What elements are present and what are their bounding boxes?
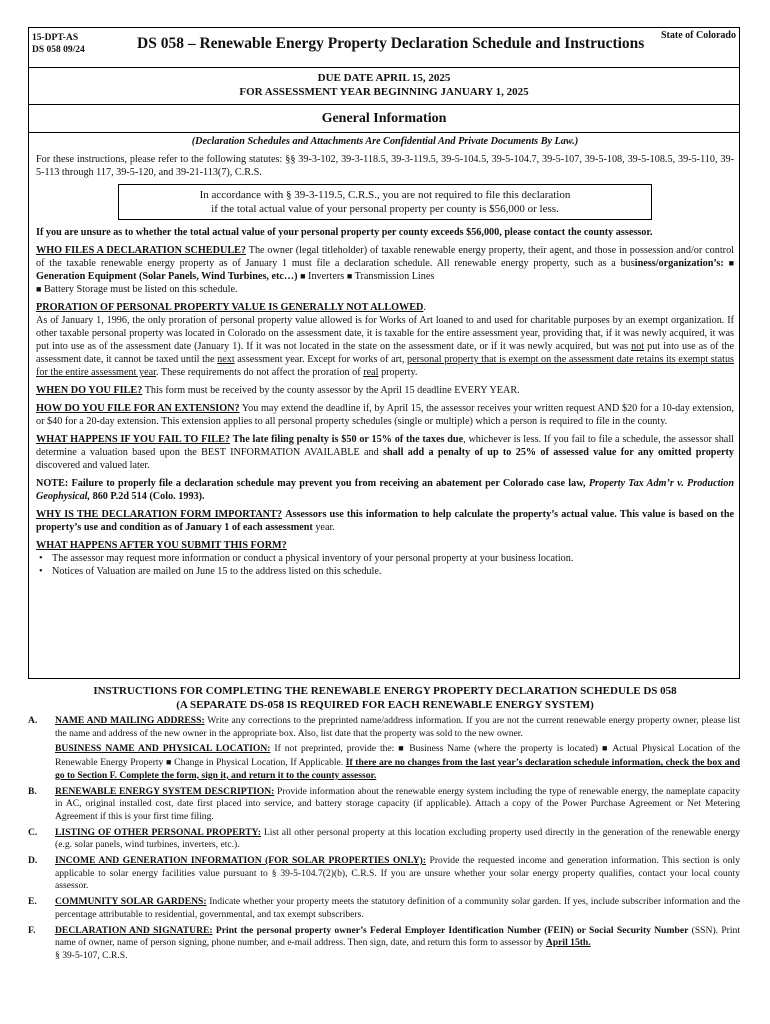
instruction-b-text [55, 786, 740, 824]
proration-text-4: . These requirements do not affect the proration of [155, 367, 361, 378]
proration-paragraph: PRORATION OF PERSONAL PROPERTY VALUE IS GENERALLY NOT ALLOWED. As of January 1, 1996, the only proration of personal property value allowed is for Works of Art loaned to and used for charitable purposes by an exempt organization. If other taxable personal property was located in Colorado on the assessment date, it is taxable for the entire assessment year, providing that, if it was newly acquired, it was put into use as of the assessment date (January 1). If it was not located in the state on the assessment date, or if it was newly acquired, but was not put into use as of the assessment date, it cannot be taxed until the next assessment year. Except for works of art, personal property that is exempt on the assessment date retains its exempt status for the entire assessment year. These requirements do not affect the proration of real property. [36, 302, 735, 378]
black-square-icon: ■ [36, 284, 42, 294]
instruction-a2-no-changes: If there are no changes from the last year’s declaration schedule information, check the box and go to Section F. Complete the form, sign it, and return it to the county assessor. [55, 757, 741, 781]
when-paragraph [36, 384, 734, 397]
who-files-paragraph [36, 244, 734, 296]
due-date-block [29, 71, 739, 99]
instruction-letter: F. [28, 924, 36, 936]
form-identifier [32, 32, 85, 56]
instruction-b [28, 786, 740, 824]
who-files-text: The owner (legal titleholder) of taxable renewable energy property, their agent, and those in possession and/or control of the taxable renewable energy property as of January 1 must file a declaration schedule. All renewable energy property, such as a bus [36, 245, 734, 269]
list-item: • The assessor may request more information or conduct a physical inventory of your personal property at your business location. [52, 552, 734, 565]
instruction-b-heading: RENEWABLE ENERGY SYSTEM DESCRIPTION: [55, 785, 275, 797]
after-submit-heading: WHAT HAPPENS AFTER YOU SUBMIT THIS FORM? [36, 540, 287, 551]
instruction-letter: D. [28, 855, 38, 867]
proration-exempt: personal property that is exempt on the assessment date retains its exempt status for the entire assessment year [36, 354, 735, 378]
proration-heading: PRORATION OF PERSONAL PROPERTY VALUE IS GENERALLY NOT ALLOWED [36, 302, 424, 313]
who-files-heading: WHO FILES A DECLARATION SCHEDULE? [36, 245, 247, 256]
instruction-a2-item-3: Change in Physical Location, If Applicable. [174, 757, 344, 769]
who-files-bold: iness/organization’s: [634, 258, 724, 269]
proration-text-1: As of January 1, 1996, the only proration of personal property value allowed is for Works of Art loaned to and used for charitable purposes by an exempt organization. If other taxable personal property was located in Colorado on the assessment date, it is taxable for the entire assessment year, providing that, if it was newly acquired, it was put into use as of the assessment date (January 1). If it was not located in the state on the assessment date, or if it was newly acquired, but was [36, 315, 734, 352]
statutes-paragraph: For these instructions, please refer to the following statutes: §§ 39-3-102, 39-3-118.5, 39-3-119.5, 39-5-104.5, 39-5-104.7, 39-5-107, 39-5-108, 39-5-108.5, 39-5-110, 39-5-113 through 117, 39-5-120, and 39-21-113(7), C.R.S. [36, 154, 734, 178]
instruction-e [28, 896, 740, 921]
when-text: This form must be received by the county assessor by the April 15 deadline EVERY YEAR. [144, 385, 520, 396]
instruction-a-heading: NAME AND MAILING ADDRESS: [55, 715, 205, 726]
unsure-paragraph: If you are unsure as to whether the total actual value of your personal property per county exceeds $56,000, please contact the county assessor. [36, 227, 653, 238]
instruction-a2-heading: BUSINESS NAME AND PHYSICAL LOCATION: [55, 743, 271, 755]
instruction-letter: B. [28, 785, 37, 797]
instructions-title-line-2: (A SEPARATE DS-058 IS REQUIRED FOR EACH RENEWABLE ENERGY SYSTEM) [176, 699, 594, 711]
note-paragraph [36, 477, 734, 503]
late-filing-heading: WHAT HAPPENS IF YOU FAIL TO FILE? [36, 434, 230, 445]
when-heading: WHEN DO YOU FILE? [36, 385, 143, 396]
form-header [29, 28, 739, 68]
instruction-a2-body: If not preprinted, provide the: [274, 743, 395, 755]
form-number: DS 058 09/24 [32, 45, 85, 55]
instruction-f [28, 925, 740, 963]
who-item-battery: Battery Storage must be listed on this schedule. [43, 284, 238, 295]
extension-heading: HOW DO YOU FILE FOR AN EXTENSION? [36, 403, 240, 414]
instruction-d-heading: INCOME AND GENERATION INFORMATION (FOR SOLAR PROPERTIES ONLY): [55, 855, 427, 867]
threshold-line-1: In accordance with § 39-3-119.5, C.R.S., you are not required to file this declaration [199, 189, 571, 201]
instruction-a2-item-2: Actual Physical Location of the Renewable Energy Property [55, 743, 740, 769]
instruction-c-body: List all other personal property at this location excluding property used directly in the generation of the renewable energy (e.g. solar panels, wind turbines, inverters, etc.). [55, 826, 740, 851]
proration-text-2: put into use as of the assessment date, it cannot be taxed until the [36, 341, 735, 365]
instruction-f-heading: DECLARATION AND SIGNATURE: [55, 924, 213, 936]
who-item-generation: Generation Equipment (Solar Panels, Wind Turbines, etc…) [36, 271, 298, 282]
instruction-letter: C. [28, 826, 38, 838]
black-square-icon: ■ [398, 743, 406, 754]
filing-threshold-box [118, 184, 652, 220]
late-filing-text: , whichever is less. If you fail to file a schedule, the assessor shall determine a valuation based upon the BEST INFORMATION AVAILABLE and [36, 434, 734, 458]
instruction-d [28, 855, 740, 893]
instruction-c-text [55, 827, 740, 852]
late-filing-penalty: The late filing penalty is $50 or 15% of the taxes due [232, 434, 464, 445]
form-code: 15-DPT-AS [32, 33, 79, 43]
assessment-year: FOR ASSESSMENT YEAR BEGINNING JANUARY 1, 2025 [239, 86, 529, 98]
who-item-inverters: Inverters [308, 271, 345, 282]
after-submit-section [36, 539, 734, 578]
list-item: • Notices of Valuation are mailed on June 15 to the address listed on this schedule. [52, 565, 734, 578]
note-citation: 860 P.2d 514 (Colo. 1993). [92, 491, 205, 502]
proration-text-3: assessment year. Except for works of art, [237, 354, 405, 365]
late-filing-paragraph [36, 433, 734, 472]
late-filing-text-2: discovered and valued later. [36, 460, 150, 471]
proration-next: next [217, 354, 235, 365]
why-paragraph [36, 508, 734, 534]
instruction-f-citation: § 39-5-107, C.R.S. [55, 949, 128, 961]
instruction-b-body: Provide information about the renewable energy system including the type of renewable energy, the nameplate capacity in AC, original installed cost, date first placed into service, and battery storage capacity (if applicable). Attach a copy of the Power Purchase Agreement or Net Metering Agreement if this is your first time filing. [55, 785, 740, 822]
instruction-f-text [55, 925, 740, 963]
general-information-content [36, 135, 734, 578]
proration-text-5: property. [381, 367, 418, 378]
general-information-frame [28, 27, 740, 679]
late-filing-penalty-2: shall add a penalty of up to 25% of assessed value for any omitted property [383, 447, 735, 458]
extension-paragraph [36, 402, 734, 428]
after-submit-list [36, 552, 734, 578]
instructions-title-line-1: INSTRUCTIONS FOR COMPLETING THE RENEWABLE ENERGY PROPERTY DECLARATION SCHEDULE DS 058 [93, 685, 677, 697]
instruction-d-text [55, 855, 740, 893]
threshold-line-2: if the total actual value of your personal property per county is $56,000 or less. [211, 203, 559, 215]
confidential-notice: (Declaration Schedules and Attachments Are Confidential And Private Documents By Law.) [191, 136, 579, 147]
instruction-a-text [55, 715, 740, 740]
black-square-icon: ■ [346, 271, 353, 281]
note-case: Property Tax Adm’r v. Production Geophysical, [36, 478, 735, 502]
instruction-c-heading: LISTING OF OTHER PERSONAL PROPERTY: [55, 826, 261, 838]
instructions-list [28, 715, 740, 966]
instruction-e-heading: COMMUNITY SOLAR GARDENS: [55, 896, 207, 908]
general-information-heading: General Information [29, 104, 739, 133]
extension-text: You may extend the deadline if, by April 15, the assessor receives your written request AND $20 for a 10-day extension, or $40 for a 20-day extension. This extension applies to all personal property schedules (single or multiple) which a person is required to file in the county. [36, 403, 734, 427]
instruction-a2-item-1: Business Name (where the property is located) [409, 743, 598, 755]
instruction-a-body: Write any corrections to the preprinted name/address information. If you are not the current renewable energy property owner, please list the name and address of the new owner in the appropriate box. Also, list date that the property was sold to the new owner. [55, 715, 740, 739]
instruction-e-text [55, 896, 740, 921]
instruction-f-body: (SSN). Print name of owner, name of person signing, phone number, and e-mail address. Then sign, date, and return this form to assessor by [55, 924, 740, 949]
why-text: Assessors use this information to help calculate the property’s actual value. This value is based on the property’s use and condition as of January 1 of each assessment [36, 509, 735, 533]
proration-real: real [363, 367, 379, 378]
instruction-letter: A. [28, 715, 38, 726]
instruction-d-body: Provide the requested income and generation information. This section is only applicable to solar energy facilities value pursuant to § 39-5-104.7(2)(b), C.R.S. If you are unsure whether your solar energy property qualifies, contact your local county assessor. [55, 855, 740, 892]
why-year: year. [315, 522, 335, 533]
instruction-a [28, 715, 740, 783]
instruction-a2-text [55, 742, 740, 782]
proration-not: not [631, 341, 645, 352]
instruction-c [28, 827, 740, 852]
due-date: DUE DATE APRIL 15, 2025 [317, 72, 451, 84]
instruction-f-date: April 15th. [545, 937, 591, 949]
black-square-icon: ■ [728, 258, 735, 268]
black-square-icon: ■ [300, 271, 306, 281]
instructions-title [0, 684, 770, 712]
why-heading: WHY IS THE DECLARATION FORM IMPORTANT? [36, 509, 282, 520]
instruction-letter: E. [28, 896, 37, 908]
instruction-f-bold: Print the personal property owner’s Federal Employer Identification Number (FEIN) or Social Security Number [215, 924, 689, 936]
state-label: State of Colorado [661, 30, 736, 41]
instruction-e-body: Indicate whether your property meets the statutory definition of a community solar garden. If yes, include subscriber information and the percentage attributable to residential, governmental, and tax exempt subscribers. [55, 896, 740, 920]
form-title: DS 058 – Renewable Energy Property Declaration Schedule and Instructions [137, 35, 645, 52]
black-square-icon: ■ [601, 743, 609, 754]
who-item-transmission: Transmission Lines [354, 271, 435, 282]
black-square-icon: ■ [165, 757, 172, 768]
note-text: NOTE: Failure to properly file a declaration schedule may prevent you from receiving an abatement per Colorado case law, [36, 478, 586, 489]
